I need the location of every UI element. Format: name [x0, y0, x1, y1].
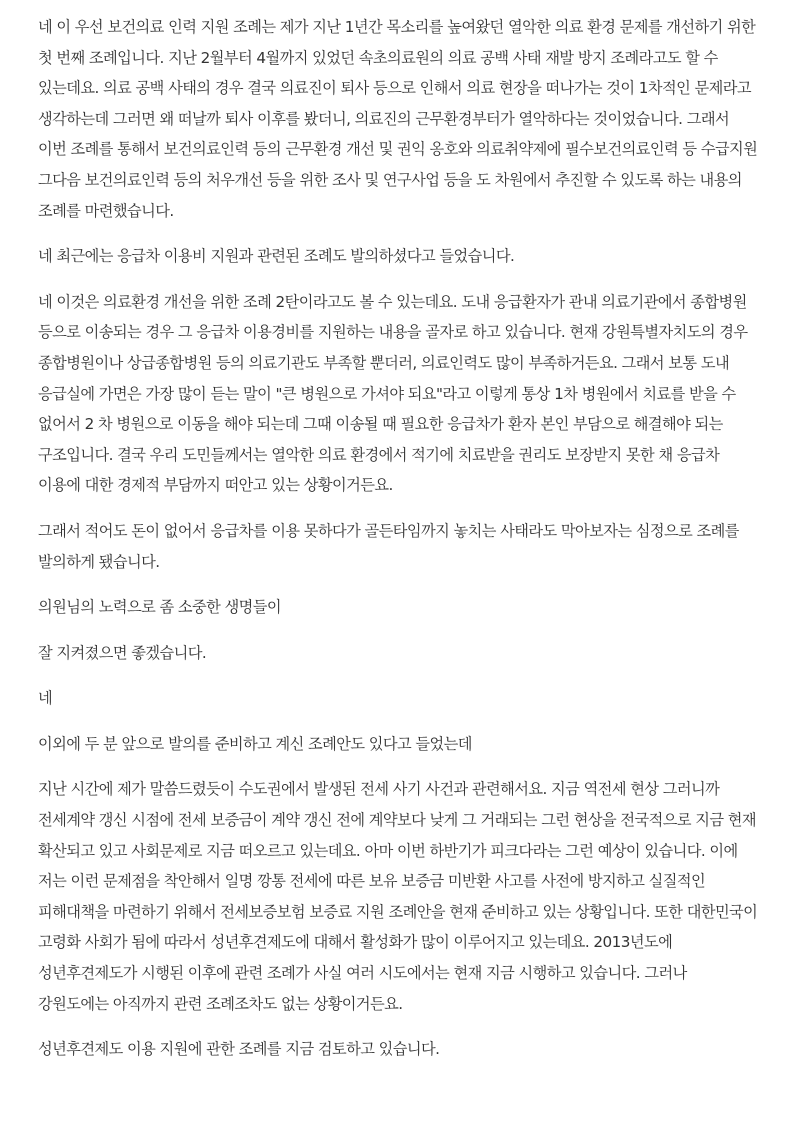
article-body — [38, 12, 758, 1080]
paragraph: 성년후견제도 이용 지원에 관한 조례를 지금 검토하고 있습니다. — [38, 1040, 440, 1059]
paragraph: 네 최근에는 응급차 이용비 지원과 관련된 조례도 발의하셨다고 들었습니다. — [38, 247, 515, 266]
paragraph: 잘 지켜졌으면 좋겠습니다. — [38, 643, 207, 662]
paragraph: 의원님의 노력으로 좀 소중한 생명들이 — [38, 598, 282, 617]
paragraph: 네 — [38, 689, 53, 708]
paragraph: 그래서 적어도 돈이 없어서 응급차를 이용 못하다가 골든타임까지 놓치는 사태라도 막아보자는 심정으로 조례를 발의하게 됐습니다. — [38, 521, 739, 571]
paragraph: 네 이것은 의료환경 개선을 위한 조례 2탄이라고도 볼 수 있는데요. 도내 응급환자가 관내 의료기관에서 종합병원 등으로 이송되는 경우 그 응급차 이용경비를 지원하는 내용을 골자로 하고 있습니다. 현재 강원특별자치도의 경우 종합병원이나 상급종합병원 등의 의료기관도 부족할 뿐더러, 의료인력도 많이 부족하거든요. 그래서 보통 도내 응급실에 가면은 가장 많이 듣는 말이 "큰 병원으로 가셔야 되요"라고 이렇게 통상 1차 병원에서 치료를 받을 수 없어서 2 차 병원으로 이동을 해야 되는데 그때 이송될 때 필요한 응급차가 환자 본인 부담으로 해결해야 되는 구조입니다. 결국 우리 도민들께서는 열악한 의료 환경에서 적기에 치료받을 권리도 보장받지 못한 채 응급차 이용에 대한 경제적 부담까지 떠안고 있는 상황이거든요. — [38, 292, 748, 495]
paragraph: 지난 시간에 제가 말씀드렸듯이 수도권에서 발생된 전세 사기 사건과 관련해서요. 지금 역전세 현상 그러니까 전세계약 갱신 시점에 전세 보증금이 계약 갱신 전에 계약보다 낮게 그 거래되는 그런 현상을 전국적으로 지금 현재 확산되고 있고 사회문제로 지금 떠오르고 있는데요. 아마 이번 하반기가 피크다라는 그런 예상이 있습니다. 이에 저는 이런 문제점을 착안해서 일명 깡통 전세에 따른 보유 보증금 미반환 사고를 사전에 방지하고 실질적인 피해대책을 마련하기 위해서 전세보증보험 보증료 지원 조례안을 현재 준비하고 있는 상황입니다. 또한 대한민국이 고령화 사회가 됨에 따라서 성년후견제도에 대해서 활성화가 많이 이루어지고 있는데요. 2013년도에 성년후견제도가 시행된 이후에 관련 조례가 사실 여러 시도에서는 현재 지금 시행하고 있습니다. 그러나 강원도에는 아직까지 관련 조례조차도 없는 상황이거든요. — [38, 780, 758, 1013]
paragraph: 이외에 두 분 앞으로 발의를 준비하고 계신 조례안도 있다고 들었는데 — [38, 734, 472, 753]
paragraph: 네 이 우선 보건의료 인력 지원 조례는 제가 지난 1년간 목소리를 높여왔던 열악한 의료 환경 문제를 개선하기 위한 첫 번째 조례입니다. 지난 2월부터 4월까지 있었던 속초의료원의 의료 공백 사태 재발 방지 조례라고도 할 수 있는데요. 의료 공백 사태의 경우 결국 의료진이 퇴사 등으로 인해서 의료 현장을 떠나가는 것이 1차적인 문제라고 생각하는데 그러면 왜 떠날까 퇴사 이후를 봤더니, 의료진의 근무환경부터가 열악하다는 것이었습니다. 그래서 이번 조례를 통해서 보건의료인력 등의 근무환경 개선 및 권익 옹호와 의료취약제에 필수보건의료인력 등 수급지원 그다음 보건의료인력 등의 처우개선 등을 위한 조사 및 연구사업 등을 도 차원에서 추진할 수 있도록 하는 내용의 조례를 마련했습니다. — [38, 18, 758, 220]
